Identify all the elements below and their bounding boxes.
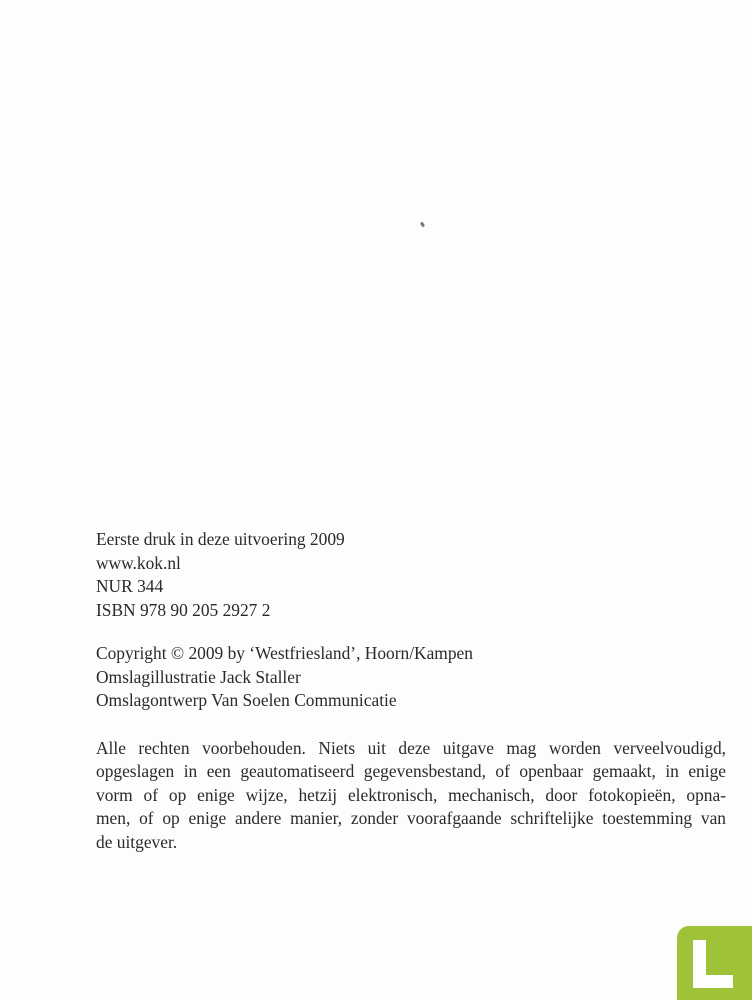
- rights-line: de uitgever.: [96, 831, 178, 852]
- letter-l-logo-icon: [693, 940, 733, 988]
- rights-notice: [96, 737, 726, 855]
- paper-speck: [420, 222, 425, 228]
- website-line: www.kok.nl: [96, 552, 181, 573]
- nur-code: NUR 344: [96, 576, 164, 596]
- isbn-number: ISBN 978 90 205 2927 2: [96, 599, 271, 620]
- rights-line: men, of op enige andere manier, zonder voorafgaande schriftelijke toestemming van: [96, 808, 726, 828]
- rights-line: vorm of op enige wijze, hetzij elektronisch, mechanisch, door fotokopieën, opna-: [96, 784, 726, 805]
- imprint-block: [96, 528, 726, 854]
- cover-illustration-credit: Omslagillustratie Jack Staller: [96, 666, 301, 687]
- copyright-line: Copyright © 2009 by ‘Westfriesland’, Hoorn/Kampen: [96, 643, 473, 663]
- rights-line: Alle rechten voorbehouden. Niets uit deze uitgave mag worden verveelvoudigd,: [96, 737, 726, 758]
- rights-line: opgeslagen in een geautomatiseerd gegevensbestand, of openbaar gemaakt, in enige: [96, 761, 726, 781]
- edition-line: Eerste druk in deze uitvoering 2009: [96, 529, 345, 549]
- publisher-logo: [677, 926, 752, 1000]
- cover-design-credit: Omslagontwerp Van Soelen Communicatie: [96, 690, 397, 710]
- credits: [96, 642, 726, 713]
- catalog-info: [96, 575, 726, 622]
